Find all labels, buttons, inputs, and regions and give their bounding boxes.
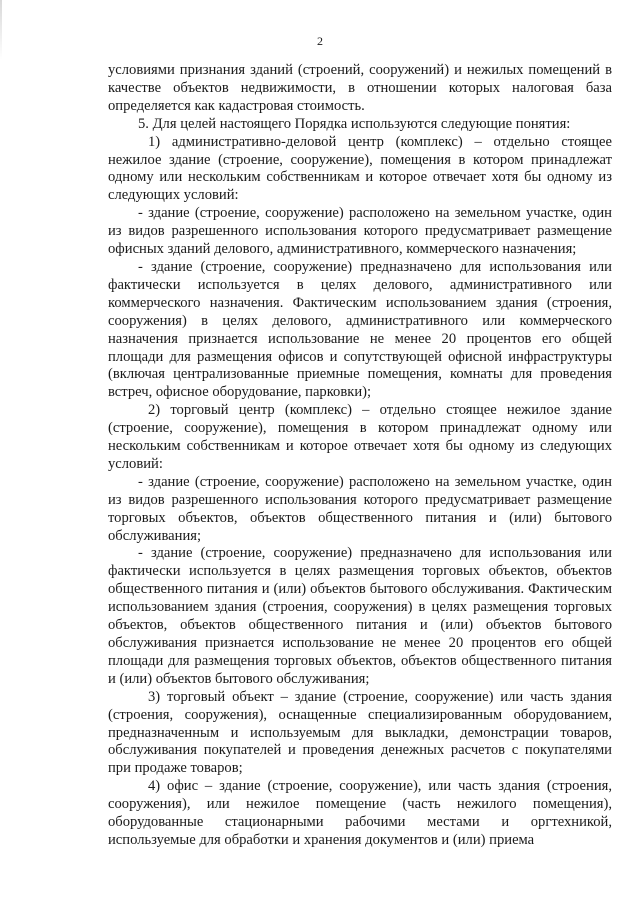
paragraph-3: 1) административно-деловой центр (комплекс) – отдельно стоящее нежилое здание (строение, сооружение), помещения в котором принадлежат одному или нескольким собственникам и которое отвечает хотя бы одному из следующих условий: [108, 133, 612, 204]
paragraph-9: 3) торговый объект – здание (строение, сооружение) или часть здания (строения, сооружения), оснащенные специализированным оборудованием, предназначенным и используемым для выкладки, демонстрации товаров, обслуживания покупателей и проведения денежных расчетов с покупателями при продаже товаров; [108, 688, 612, 777]
page-number: 2 [317, 34, 323, 48]
paragraph-7: - здание (строение, сооружение) расположено на земельном участке, один из видов разрешенного использования которого предусматривает размещение торговых объектов, объектов общественного питания и (или) бытового обслуживания; [108, 473, 612, 544]
body-text [108, 62, 612, 850]
paragraph-1: условиями признания зданий (строений, сооружений) и нежилых помещений в качестве объектов недвижимости, в отношении которых налоговая база определяется как кадастровая стоимость. [108, 62, 612, 114]
paragraph-4: - здание (строение, сооружение) расположено на земельном участке, один из видов разрешенного использования которого предусматривает размещение офисных зданий делового, административного, коммерческого назначения; [108, 205, 612, 258]
paragraph-5: - здание (строение, сооружение) предназначено для использования или фактически используется в целях делового, административного или коммерческого назначения. Фактическим использованием здания (строения, сооружения) в целях делового, административного или коммерческого назначения признается использование не менее 20 процентов его общей площади для размещения офисов и сопутствующей офисной инфраструктуры (включая централизованные приемные помещения, комнаты для проведения встреч, офисное оборудование, парковки); [108, 258, 612, 401]
paragraph-10: 4) офис – здание (строение, сооружение), или часть здания (строения, сооружения), или нежилое помещение (часть нежилого помещения), оборудованные стационарными рабочими местами и оргтехникой, используемые для обработки и хранения документов и (или) приема [108, 778, 612, 848]
paragraph-6: 2) торговый центр (комплекс) – отдельно стоящее нежилое здание (строение, сооружение), помещения в котором принадлежат одному или нескольким собственникам и которое отвечает хотя бы одному из следующих условий: [108, 402, 612, 472]
paragraph-2: 5. Для целей настоящего Порядка используются следующие понятия: [138, 115, 571, 132]
scan-edge-shadow [0, 0, 2, 60]
paragraph-8: - здание (строение, сооружение) предназначено для использования или фактически используется в целях размещения торговых объектов, объектов общественного питания и (или) объектов бытового обслуживания. Фактическим использованием здания (строения, сооружения) в целях размещения торговых объектов, объектов общественного питания и (или) объектов бытового обслуживания признается использование не менее 20 процентов его общей площади для размещения торговых объектов, объектов общественного питания и (или) объектов бытового обслуживания; [108, 545, 612, 687]
